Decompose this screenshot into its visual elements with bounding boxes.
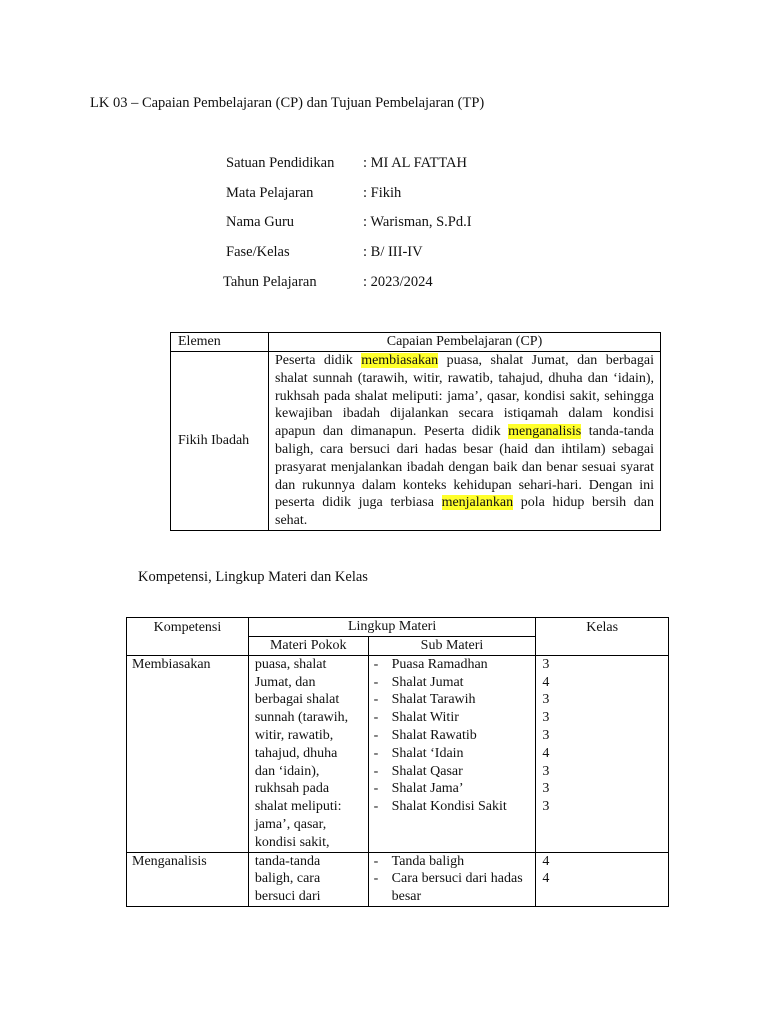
cp-text: puasa, shalat Jumat, dan berbagai shalat sunnah (tarawih, witir, rawatib, tahajud, dhuha dan ‘idain), rukhsah pada shalat meliputi: jama’, qasar, kondisi sakit, sehingga kewajiban ibadah dijalankan secara istiqamah dalam kondisi apapun dan dimanapun. Peserta didik <box>275 353 654 440</box>
sub-materi-cell <box>368 852 536 906</box>
sub-materi-item <box>374 691 536 709</box>
dash-bullet: - <box>373 853 379 869</box>
info-value: : Warisman, S.Pd.I <box>363 214 472 230</box>
table-row <box>127 852 669 906</box>
sub-materi-text: Shalat Tarawih <box>391 692 476 708</box>
pokok-line: shalat meliputi: <box>254 799 342 815</box>
sub-materi-cell <box>368 655 536 852</box>
sub-materi-text: Shalat Jama’ <box>391 781 464 797</box>
kelas-value: 3 <box>542 710 550 726</box>
kelas-value: 3 <box>542 656 550 672</box>
pokok-line: witir, rawatib, <box>254 727 334 743</box>
pokok-line: bersuci dari <box>254 889 321 905</box>
cp-text: pola hidup bersih dan sehat. <box>275 495 655 529</box>
table-row <box>127 655 669 852</box>
cp-header-cp: Capaian Pembelajaran (CP) <box>269 333 661 352</box>
kelas-value: 4 <box>542 853 550 869</box>
dash-bullet: - <box>373 727 379 743</box>
info-row-tahun <box>223 274 433 291</box>
header-lingkup-materi: Lingkup Materi <box>248 618 535 637</box>
header-materi-pokok: Materi Pokok <box>248 637 368 656</box>
kelas-value: 4 <box>542 745 550 761</box>
sub-materi-text: Shalat Qasar <box>391 763 463 779</box>
pokok-line: kondisi sakit, <box>254 834 330 850</box>
header-kompetensi: Kompetensi <box>127 618 249 656</box>
pokok-line: berbagai shalat <box>254 692 340 708</box>
materi-pokok-cell <box>248 852 368 906</box>
info-row-guru <box>226 214 472 231</box>
cp-text: Peserta didik <box>275 353 362 368</box>
pokok-line: puasa, shalat <box>254 656 327 672</box>
dash-bullet: - <box>373 871 379 887</box>
info-row-fase <box>226 244 423 261</box>
sub-materi-item <box>374 674 536 692</box>
sub-materi-text: Shalat ‘Idain <box>391 745 464 761</box>
sub-materi-item <box>374 727 536 745</box>
sub-materi-text: Puasa Ramadhan <box>391 656 488 672</box>
info-value: : MI AL FATTAH <box>363 155 467 171</box>
pokok-line: rukhsah pada <box>254 781 330 797</box>
pokok-line: dan ‘idain), <box>254 763 320 779</box>
pokok-line: sunnah (tarawih, <box>254 710 349 726</box>
sub-materi-text: Shalat Kondisi Sakit <box>391 799 507 815</box>
document-title: LK 03 – Capaian Pembelajaran (CP) dan Tujuan Pembelajaran (TP) <box>90 95 485 111</box>
section-subtitle: Kompetensi, Lingkup Materi dan Kelas <box>138 569 368 585</box>
sub-materi-item <box>374 709 536 727</box>
sub-materi-text: Shalat Witir <box>391 710 459 726</box>
kelas-value: 3 <box>542 692 550 708</box>
sub-materi-text: Shalat Jumat <box>391 674 464 690</box>
kelas-value: 3 <box>542 799 550 815</box>
dash-bullet: - <box>373 763 379 779</box>
pokok-line: baligh, cara <box>254 871 321 887</box>
info-row-mapel <box>226 185 402 202</box>
cp-text: tanda-tanda baligh, cara bersuci dari hadas besar (haid dan ihtilam) sebagai prasyarat menjalankan ibadah dengan baik dan benar sesuai syarat dan rukunnya dalam konteks kehidupan sehari-hari. Dengan ini peserta didik juga terbiasa <box>275 424 655 511</box>
cp-table <box>170 332 661 531</box>
sub-materi-text: Cara bersuci dari hadas besar <box>391 871 523 905</box>
cp-header-elemen: Elemen <box>171 333 269 352</box>
cp-elemen-cell: Fikih Ibadah <box>171 352 269 531</box>
sub-materi-text: Tanda baligh <box>391 853 465 869</box>
materi-pokok-cell <box>248 655 368 852</box>
sub-materi-item <box>374 798 536 816</box>
dash-bullet: - <box>373 781 379 797</box>
kelas-cell <box>536 655 669 852</box>
cp-highlight: menganalisis <box>508 424 582 440</box>
sub-materi-item <box>374 870 536 906</box>
pokok-line: tahajud, dhuha <box>254 745 338 761</box>
pokok-line: Jumat, dan <box>254 674 316 690</box>
dash-bullet: - <box>373 656 379 672</box>
header-sub-materi: Sub Materi <box>368 637 536 656</box>
sub-materi-item <box>374 745 536 763</box>
kelas-cell <box>536 852 669 906</box>
cp-highlight: membiasakan <box>361 353 439 368</box>
pokok-line: jama’, qasar, <box>254 816 327 832</box>
info-value: : Fikih <box>363 185 402 201</box>
pokok-line: tanda-tanda <box>254 853 321 869</box>
info-label: Fase/Kelas <box>226 244 290 260</box>
sub-materi-item <box>374 656 536 674</box>
info-value: : B/ III-IV <box>363 244 423 260</box>
dash-bullet: - <box>373 799 379 815</box>
kelas-value: 3 <box>542 727 550 743</box>
dash-bullet: - <box>373 674 379 690</box>
kompetensi-cell: Membiasakan <box>127 655 249 852</box>
sub-materi-item <box>374 780 536 798</box>
sub-materi-item <box>374 853 536 871</box>
cp-text-cell <box>269 352 661 531</box>
kelas-value: 3 <box>542 781 550 797</box>
dash-bullet: - <box>373 692 379 708</box>
info-row-satuan <box>226 155 467 172</box>
info-label: Mata Pelajaran <box>226 185 314 201</box>
sub-materi-text: Shalat Rawatib <box>391 727 477 743</box>
info-label: Nama Guru <box>226 214 295 230</box>
kelas-value: 3 <box>542 763 550 779</box>
dash-bullet: - <box>373 745 379 761</box>
info-label: Satuan Pendidikan <box>226 155 335 171</box>
kompetensi-table <box>126 617 669 907</box>
kelas-value: 4 <box>542 871 550 887</box>
info-value: : 2023/2024 <box>363 274 433 290</box>
sub-materi-item <box>374 763 536 781</box>
cp-highlight: menjalankan <box>441 495 514 511</box>
kelas-value: 4 <box>542 674 550 690</box>
kompetensi-cell: Menganalisis <box>127 852 249 906</box>
header-kelas: Kelas <box>536 618 669 656</box>
dash-bullet: - <box>373 710 379 726</box>
info-label: Tahun Pelajaran <box>223 274 317 290</box>
